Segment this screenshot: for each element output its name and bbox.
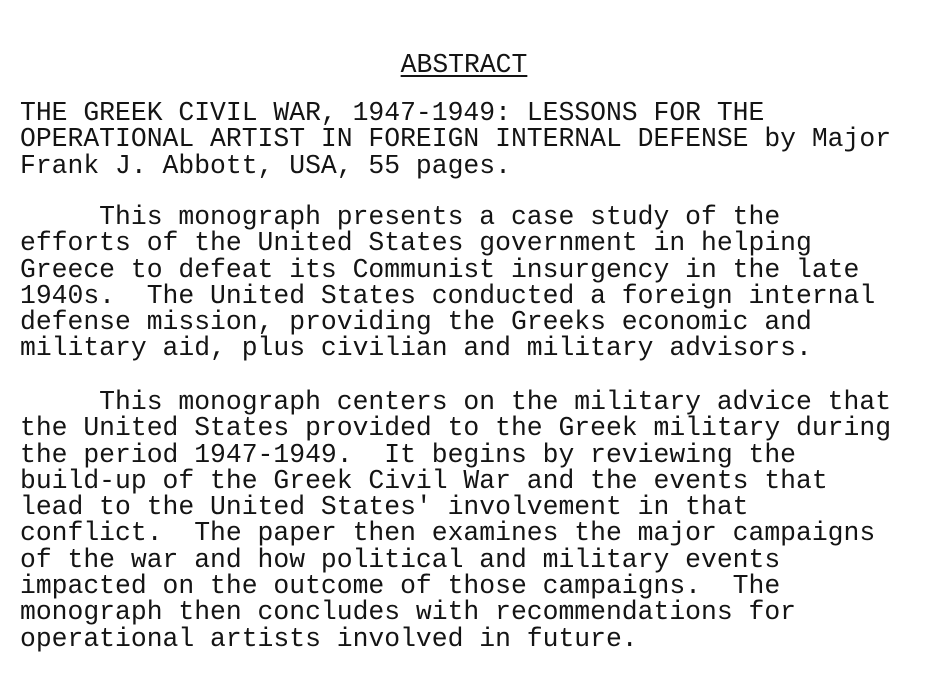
abstract-heading: ABSTRACT bbox=[400, 50, 528, 80]
paragraph-line: 1940s. The United States conducted a foreign internal bbox=[20, 280, 876, 311]
paragraph-line: efforts of the United States government in helping bbox=[20, 228, 812, 259]
paragraph-line: the period 1947-1949. It begins by reviewing the bbox=[20, 439, 797, 470]
paragraph-line: build-up of the Greek Civil War and the events that bbox=[20, 465, 828, 496]
title-line: Frank J. Abbott, USA, 55 pages. bbox=[20, 150, 511, 181]
paragraph-line: This monograph centers on the military advice that bbox=[20, 387, 892, 417]
paragraph-line: impacted on the outcome of those campaigns. The bbox=[20, 571, 781, 602]
paragraph-line: defense mission, providing the Greeks economic and bbox=[20, 307, 812, 338]
title-block bbox=[20, 100, 891, 179]
paragraph-1 bbox=[20, 204, 875, 362]
title-line: THE GREEK CIVIL WAR, 1947-1949: LESSONS FOR THE bbox=[20, 98, 765, 128]
paragraph-line: monograph then concludes with recommendations for bbox=[20, 597, 797, 628]
paragraph-line: the United States provided to the Greek military during bbox=[20, 413, 892, 444]
paragraph-2 bbox=[20, 389, 891, 652]
paragraph-line: of the war and how political and military events bbox=[20, 544, 781, 575]
paragraph-line: lead to the United States' involvement in that bbox=[20, 492, 749, 523]
paragraph-line: conflict. The paper then examines the major campaigns bbox=[20, 518, 876, 549]
paragraph-line: This monograph presents a case study of the bbox=[20, 202, 781, 232]
title-line: OPERATIONAL ARTIST IN FOREIGN INTERNAL DEFENSE by Major bbox=[20, 124, 892, 155]
paragraph-line: military aid, plus civilian and military advisors. bbox=[20, 333, 812, 364]
paragraph-line: operational artists involved in future. bbox=[20, 623, 638, 654]
paragraph-line: Greece to defeat its Communist insurgency in the late bbox=[20, 254, 860, 285]
